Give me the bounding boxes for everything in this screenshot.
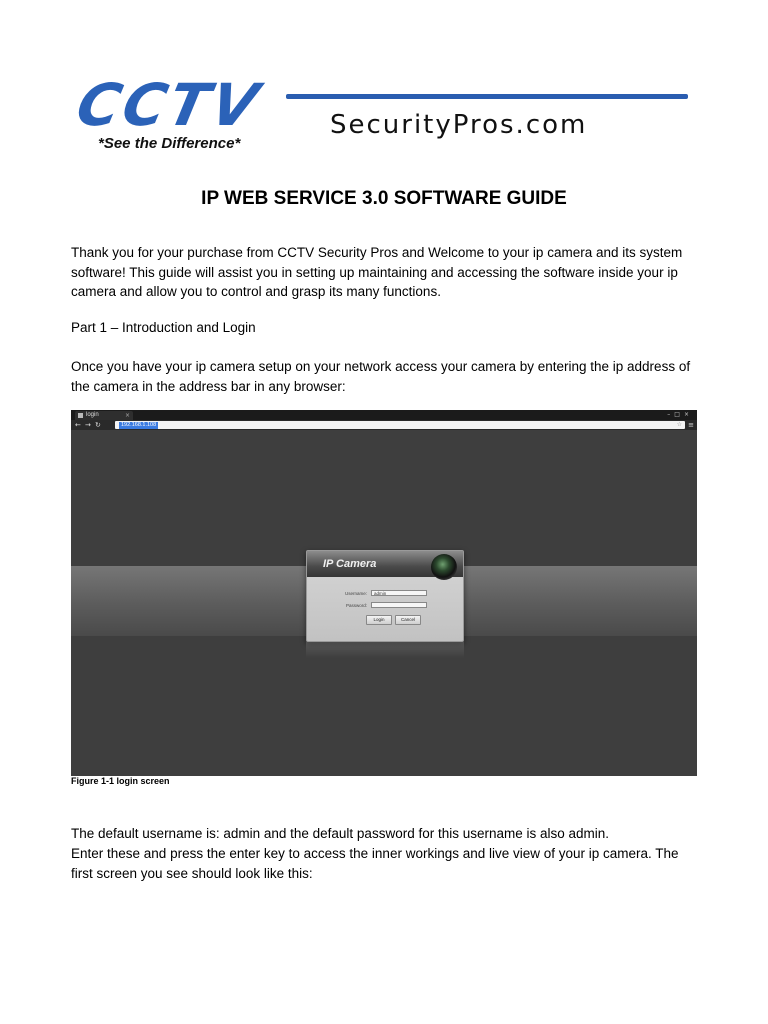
logo-brand: CCTV <box>70 71 267 139</box>
login-button[interactable]: Login <box>366 615 392 625</box>
browser-toolbar <box>71 420 697 430</box>
tab-title: login <box>86 412 99 418</box>
password-label: Password: <box>345 603 367 608</box>
document-title: IP WEB SERVICE 3.0 SOFTWARE GUIDE <box>201 188 567 209</box>
window-controls-icon[interactable]: –□× <box>667 411 693 418</box>
menu-icon[interactable]: ≡ <box>688 421 694 429</box>
dialog-reflection <box>306 642 464 658</box>
dialog-title: IP Camera <box>323 558 377 570</box>
page-icon <box>78 413 83 418</box>
camera-lens-icon <box>431 554 457 580</box>
logo-tagline: *See the Difference* <box>98 135 241 152</box>
forward-icon[interactable]: → <box>85 421 91 429</box>
intro-paragraph: Thank you for your purchase from CCTV Security Pros and Welcome to your ip camera and its system software! This guide will assist you in setting up maintaining and accessing the software inside your ip camera and allow you to control and grasp its many functions. <box>71 245 683 299</box>
address-url[interactable]: 192.168.1.108 <box>121 421 157 428</box>
username-label: Username: <box>344 591 367 596</box>
cctv-logo <box>70 71 692 158</box>
logo-bar <box>286 94 688 99</box>
part1-paragraph: Once you have your ip camera setup on your network access your camera by entering the ip address of the camera in the address bar in any browser: <box>71 359 691 394</box>
browser-tabstrip <box>71 410 697 420</box>
login-dialog <box>306 550 464 642</box>
address-bar[interactable] <box>115 421 685 429</box>
figure-caption: Figure 1-1 login screen <box>71 776 170 786</box>
dialog-header <box>307 551 463 577</box>
tab-close-icon[interactable]: × <box>124 412 130 419</box>
bookmark-star-icon[interactable]: ☆ <box>676 421 682 428</box>
password-field[interactable] <box>371 602 427 608</box>
enter-instructions-text: Enter these and press the enter key to access the inner workings and live view of your ip camera. The first screen you see should look like this: <box>71 846 679 881</box>
login-screen-figure <box>71 410 697 776</box>
username-field[interactable]: admin <box>371 590 427 596</box>
cancel-button[interactable]: Cancel <box>395 615 421 625</box>
default-credentials-text: The default username is: admin and the default password for this username is also admin. <box>71 826 610 841</box>
back-icon[interactable]: ← <box>75 421 81 429</box>
browser-tab[interactable] <box>75 411 133 420</box>
reload-icon[interactable]: ↻ <box>95 421 101 429</box>
part1-heading: Part 1 – Introduction and Login <box>71 320 256 335</box>
logo-site: SecurityPros.com <box>330 110 588 140</box>
